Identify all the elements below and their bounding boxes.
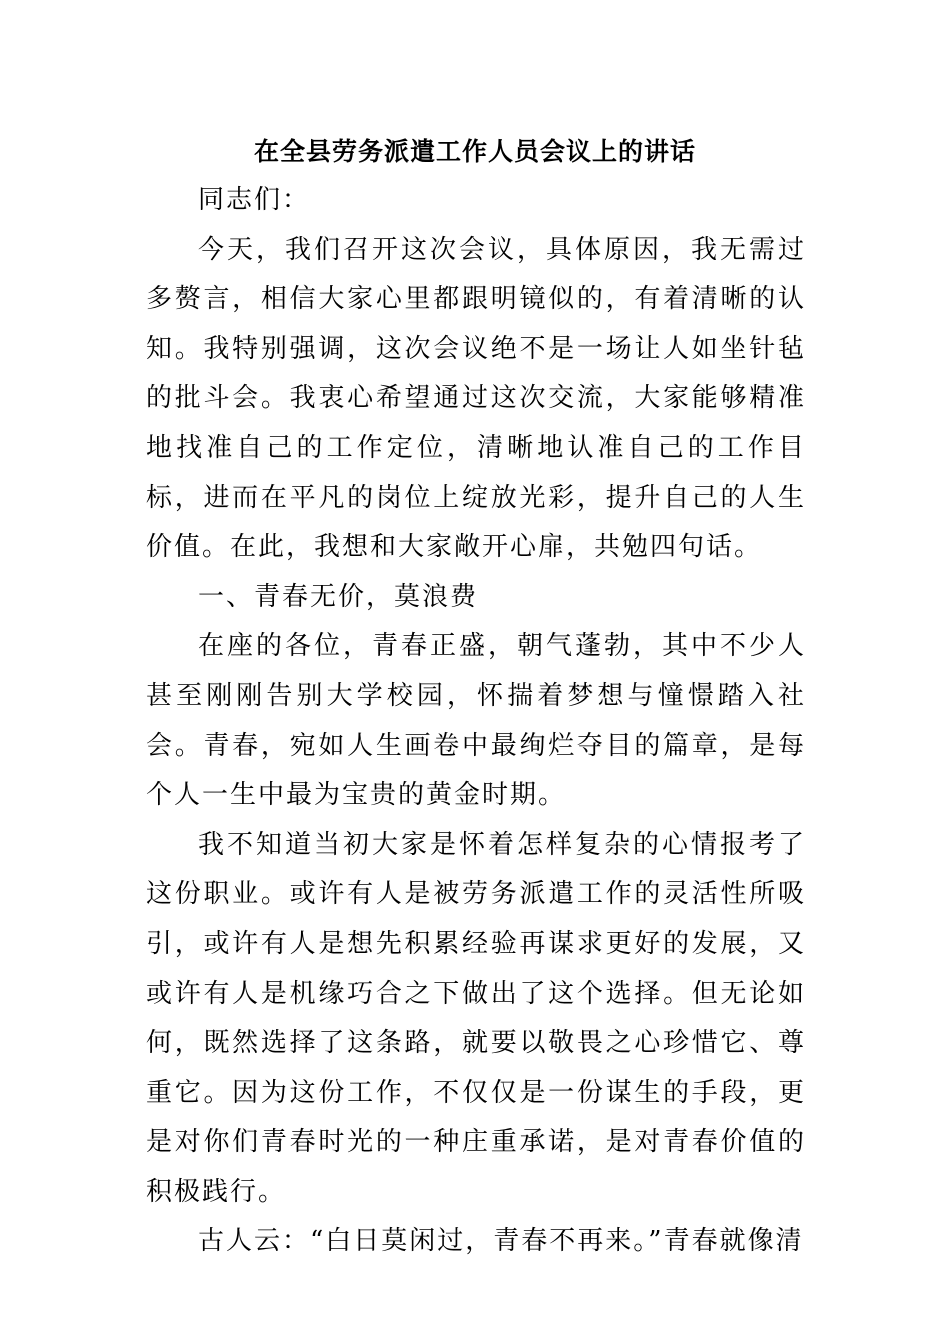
document-body xyxy=(146,176,806,1267)
section-heading-1: 一、青春无价，莫浪费 xyxy=(198,581,479,612)
paragraph-youth: 在座的各位，青春正盛，朝气蓬勃，其中不少人甚至刚刚告别大学校园，怀揣着梦想与憧憬踏入社会。青春，宛如人生画卷中最绚烂夺目的篇章，是每个人一生中最为宝贵的黄金时期。 xyxy=(146,631,806,811)
page-title: 在全县劳务派遣工作人员会议上的讲话 xyxy=(253,137,696,166)
salutation: 同志们： xyxy=(198,185,311,215)
paragraph-career-choice: 我不知道当初大家是怀着怎样复杂的心情报考了这份职业。或许有人是被劳务派遣工作的灵活性所吸引，或许有人是想先积累经验再谋求更好的发展，又或许有人是机缘巧合之下做出了这个选择。但无论如何，既然选择了这条路，就要以敬畏之心珍惜它、尊重它。因为这份工作，不仅仅是一份谋生的手段，更是对你们青春时光的一种庄重承诺，是对青春价值的积极践行。 xyxy=(146,829,806,1207)
paragraph-intro: 今天，我们召开这次会议，具体原因，我无需过多赘言，相信大家心里都跟明镜似的，有着清晰的认知。我特别强调，这次会议绝不是一场让人如坐针毡的批斗会。我衷心希望通过这次交流，大家能够精准地找准自己的工作定位，清晰地认准自己的工作目标，进而在平凡的岗位上绽放光彩，提升自己的人生价值。在此，我想和大家敞开心扉，共勉四句话。 xyxy=(146,234,806,563)
paragraph-quote: 古人云：“白日莫闲过，青春不再来。”青春就像清 xyxy=(198,1226,804,1257)
